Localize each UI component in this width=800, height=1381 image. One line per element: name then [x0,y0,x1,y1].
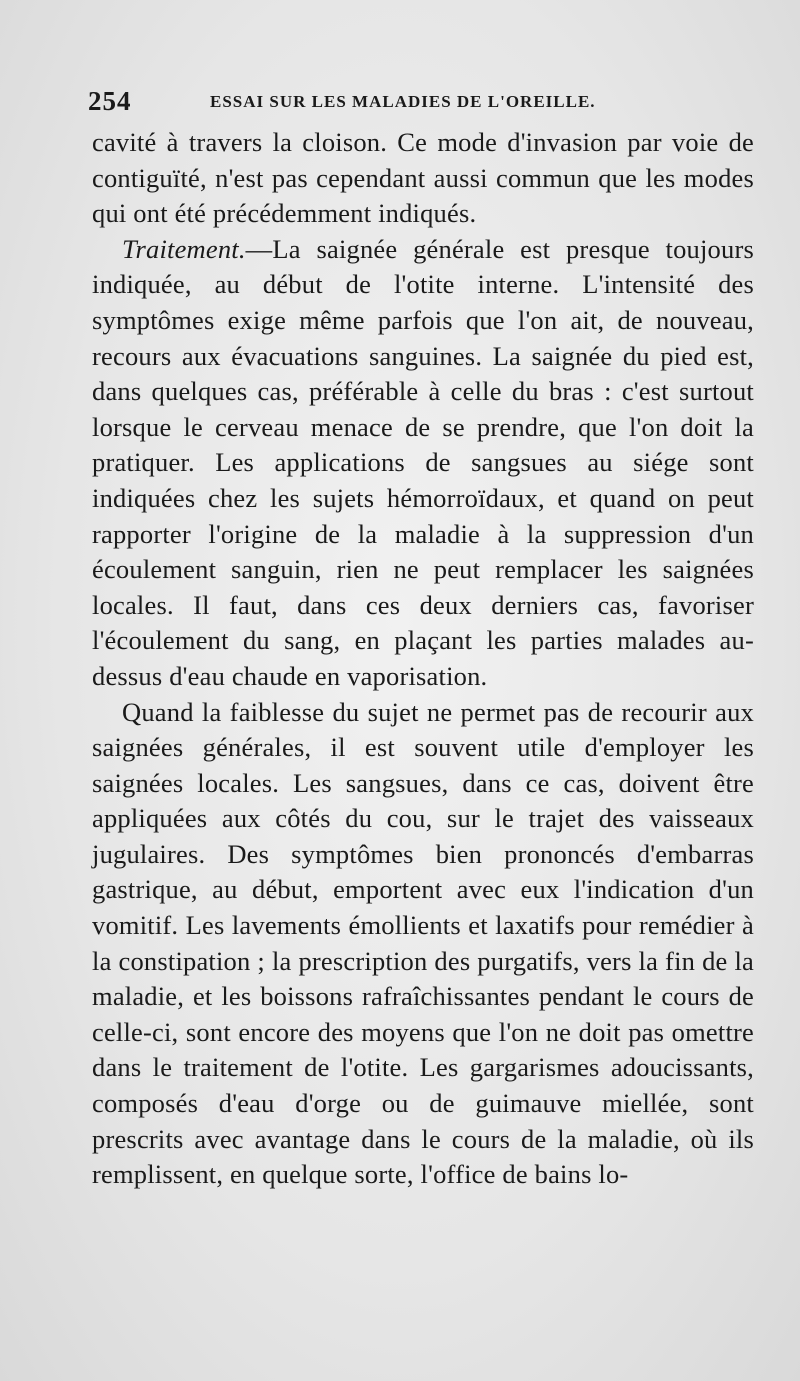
paragraph-text: —La saignée générale est presque toujours indiquée, au début de l'otite interne. L'intensité des symptômes exige même parfois que l'on ait, de nouveau, recours aux évacuations sanguines. La saignée du pied est, dans quelques cas, préférable à celle du bras : c'est surtout lorsque le cerveau menace de se prendre, que l'on doit la pratiquer. Les applications de sangsues au siége sont indiquées chez les sujets hémorroïdaux, et quand on peut rapporter l'origine de la maladie à la suppression d'un écoulement sanguin, rien ne peut remplacer les saignées locales. Il faut, dans ces deux derniers cas, favoriser l'écoulement du sang, en plaçant les parties malades au-dessus d'eau chaude en vaporisation. [92,233,754,691]
section-lead-traitement: Traitement. [122,233,246,264]
paragraph-text: cavité à travers la cloison. Ce mode d'invasion par voie de contiguïté, n'est pas cependant aussi commun que les modes qui ont été précédemment indiqués. [92,127,754,229]
paragraph-faiblesse [92,695,754,1193]
paragraph-text: Quand la faiblesse du sujet ne permet pas de recourir aux saignées générales, il est souvent utile d'employer les saignées locales. Les sangsues, dans ce cas, doivent être appliquées aux côtés du cou, sur le trajet des vaisseaux jugulaires. Des symptômes bien prononcés d'embarras gastrique, au début, emportent avec eux l'indication d'un vomitif. Les lavements émollients et laxatifs pour remédier à la constipation ; la prescription des purgatifs, vers la fin de la maladie, et les boissons rafraîchissantes pendant le cours de celle-ci, sont encore des moyens que l'on ne doit pas omettre dans le traitement de l'otite. Les gargarismes adoucissants, composés d'eau d'orge ou de guimauve miellée, sont prescrits avec avantage dans le cours de la maladie, où ils remplissent, en quelque sorte, l'office de bains lo- [92,696,754,1190]
page-number: 254 [88,86,132,116]
page-header [88,84,748,118]
running-title: ESSAI SUR LES MALADIES DE L'OREILLE. [210,92,596,111]
paragraph-continuation [92,125,754,232]
body-text [92,125,754,1193]
paragraph-traitement [92,232,754,695]
